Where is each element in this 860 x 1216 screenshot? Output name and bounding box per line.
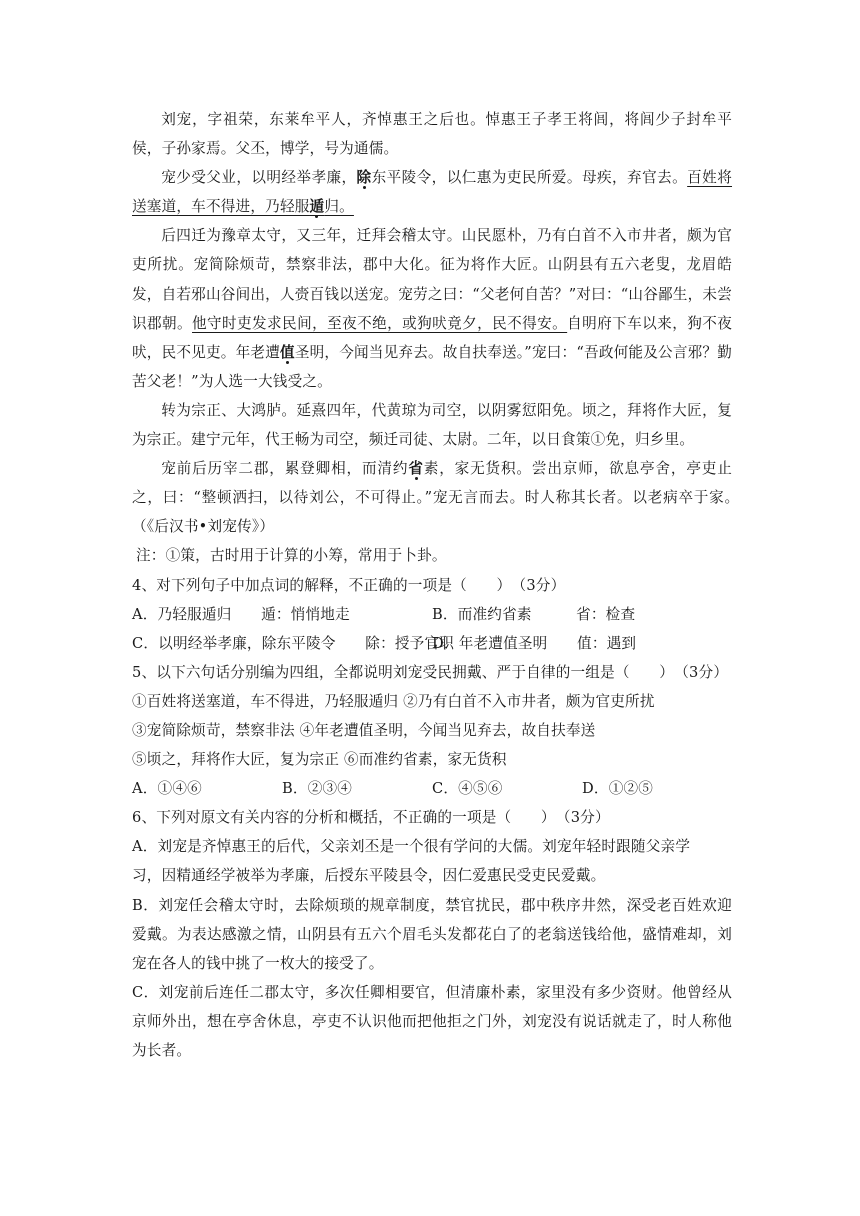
question-5-stem: 5、以下六句话分别编为四组，全都说明刘宠受民拥戴、严于自律的一组是（ ） （3分） [132, 663, 729, 681]
document-body [132, 105, 732, 1065]
question-4-options-row-1 [132, 600, 732, 629]
text-run: 归。 [324, 198, 354, 216]
source-citation: （《后汉书•刘宠传》） [132, 518, 275, 536]
text-run: 宠少受父业，以明经举孝廉， [161, 169, 357, 187]
dotted-word: 遁 [309, 198, 325, 216]
footnote: 注：①策，古时用于计算的小筹，常用于卜卦。 [136, 547, 447, 565]
dotted-word: 除 [356, 169, 372, 187]
passage-paragraph-4: 转为宗正、大鸿胪。延熹四年，代黄琼为司空，以阴雾愆阳免。顷之，拜将作大匠，复为宗正。建宁元年，代王畅为司空，频迁司徒、太尉。二年，以日食策①免，归乡里。 [132, 401, 732, 449]
question-6-option-a-line-1: A．刘宠是齐悼惠王的后代，父亲刘丕是一个很有学问的大儒。刘宠年轻时跟随父亲学 [132, 838, 691, 856]
question-4-stem: 4、对下列句子中加点词的解释，不正确的一项是（ ） （3分） [132, 576, 566, 594]
question-6-option-b: B．刘宠任会稽太守时，去除烦琐的规章制度，禁官扰民，郡中秩序井然，深受老百姓欢迎爱戴。为表达感激之情，山阴县有五六个眉毛头发都花白了的老翁送钱给他，盛情难却，刘宠在各人的钱中挑了一枚大的接受了。 [132, 896, 732, 972]
dotted-word: 值 [280, 343, 295, 361]
option-c: C．④⑤⑥ [432, 780, 503, 798]
option-b: B．而准约省素 省：检查 [432, 605, 636, 623]
underlined-sentence: 他守时吏发求民间，至夜不绝，或狗吠竟夕，民不得安。 [192, 314, 568, 332]
option-d: D．年老遭值圣明 值：遇到 [432, 634, 637, 652]
passage-paragraph-1: 刘宠，字祖荣，东莱牟平人，齐悼惠王之后也。悼惠王子孝王将闾，将闾少子封牟平侯，子孙家焉。父丕，博学，号为通儒。 [132, 111, 732, 158]
dotted-word: 省 [408, 460, 424, 478]
option-a: A．乃轻服遁归 遁：悄悄地走 [132, 605, 350, 623]
option-b: B．②③④ [282, 780, 353, 798]
text-run: 自明府下车以来，狗不夜吠，民不见吏。年老遭 [132, 314, 732, 361]
passage-paragraph-3 [132, 221, 732, 396]
question-6-option-c: C．刘宠前后连任二郡太守，多次任卿相要官，但清廉朴素，家里没有多少资财。他曾经从京师外出，想在亭舍休息，亭吏不认识他而把他拒之门外，刘宠没有说话就走了，时人称他为长者。 [132, 983, 732, 1059]
question-6-stem: 6、下列对原文有关内容的分析和概括，不正确的一项是（ ） （3分） [132, 809, 610, 827]
text-run: 宠前后历宰二郡，累登卿相，而清约 [161, 460, 409, 478]
passage-paragraph-5 [132, 454, 732, 541]
text-run: 素，家无货积。尝出京师，欲息亭舍，亭吏止之，曰：“整顿洒扫，以待刘公，不可得止。”宠无言而去。时人称其长者。以老病卒于家。 [132, 460, 733, 507]
text-run: 后四迁为豫章太守，又三年，迁拜会稽太守。山民愿朴，乃有白首不入市井者，颇为官吏所扰。宠简除烦苛，禁察非法，郡中大化。征为将作大匠。山阴县有五六老叟，龙眉皓发，自若邪山谷间出，人赍百钱以送宠。宠劳之曰：“父老何自苦？”对曰：“山谷鄙生，未尝识郡朝。 [132, 227, 732, 332]
question-5-items-line-2: ③宠简除烦苛，禁察非法 ④年老遭值圣明，今闻当见弃去，故自扶奉送 [132, 721, 596, 739]
question-5-items-line-3: ⑤顷之，拜将作大匠，复为宗正 ⑥而准约省素，家无货积 [132, 751, 507, 769]
option-c: C．以明经举孝廉，除东平陵令 除：授予官职 [132, 634, 455, 652]
text-run: 圣明，今闻当见弃去。故自扶奉送。”宠曰：“吾政何能及公言邪？勤苦父老！”为人选一大钱受之。 [132, 343, 733, 390]
option-d: D．①②⑤ [582, 780, 654, 798]
text-run: 百姓将送塞道，车不得进，乃轻服 [132, 169, 733, 216]
text-run: 东平陵令，以仁惠为吏民所爱。母疾，弃官去。 [371, 169, 688, 187]
question-6-option-a-line-2: 习，因精通经学被举为孝廉，后授东平陵县令，因仁爱惠民受吏民爱戴。 [132, 867, 606, 885]
passage-paragraph-2 [132, 163, 732, 221]
question-4-options-row-2 [132, 629, 732, 658]
option-a: A．①④⑥ [132, 780, 202, 798]
question-5-options [132, 774, 732, 803]
question-5-items-line-1: ①百姓将送塞道，车不得进，乃轻服遁归 ②乃有白首不入市井者，颇为官吏所扰 [132, 692, 655, 710]
